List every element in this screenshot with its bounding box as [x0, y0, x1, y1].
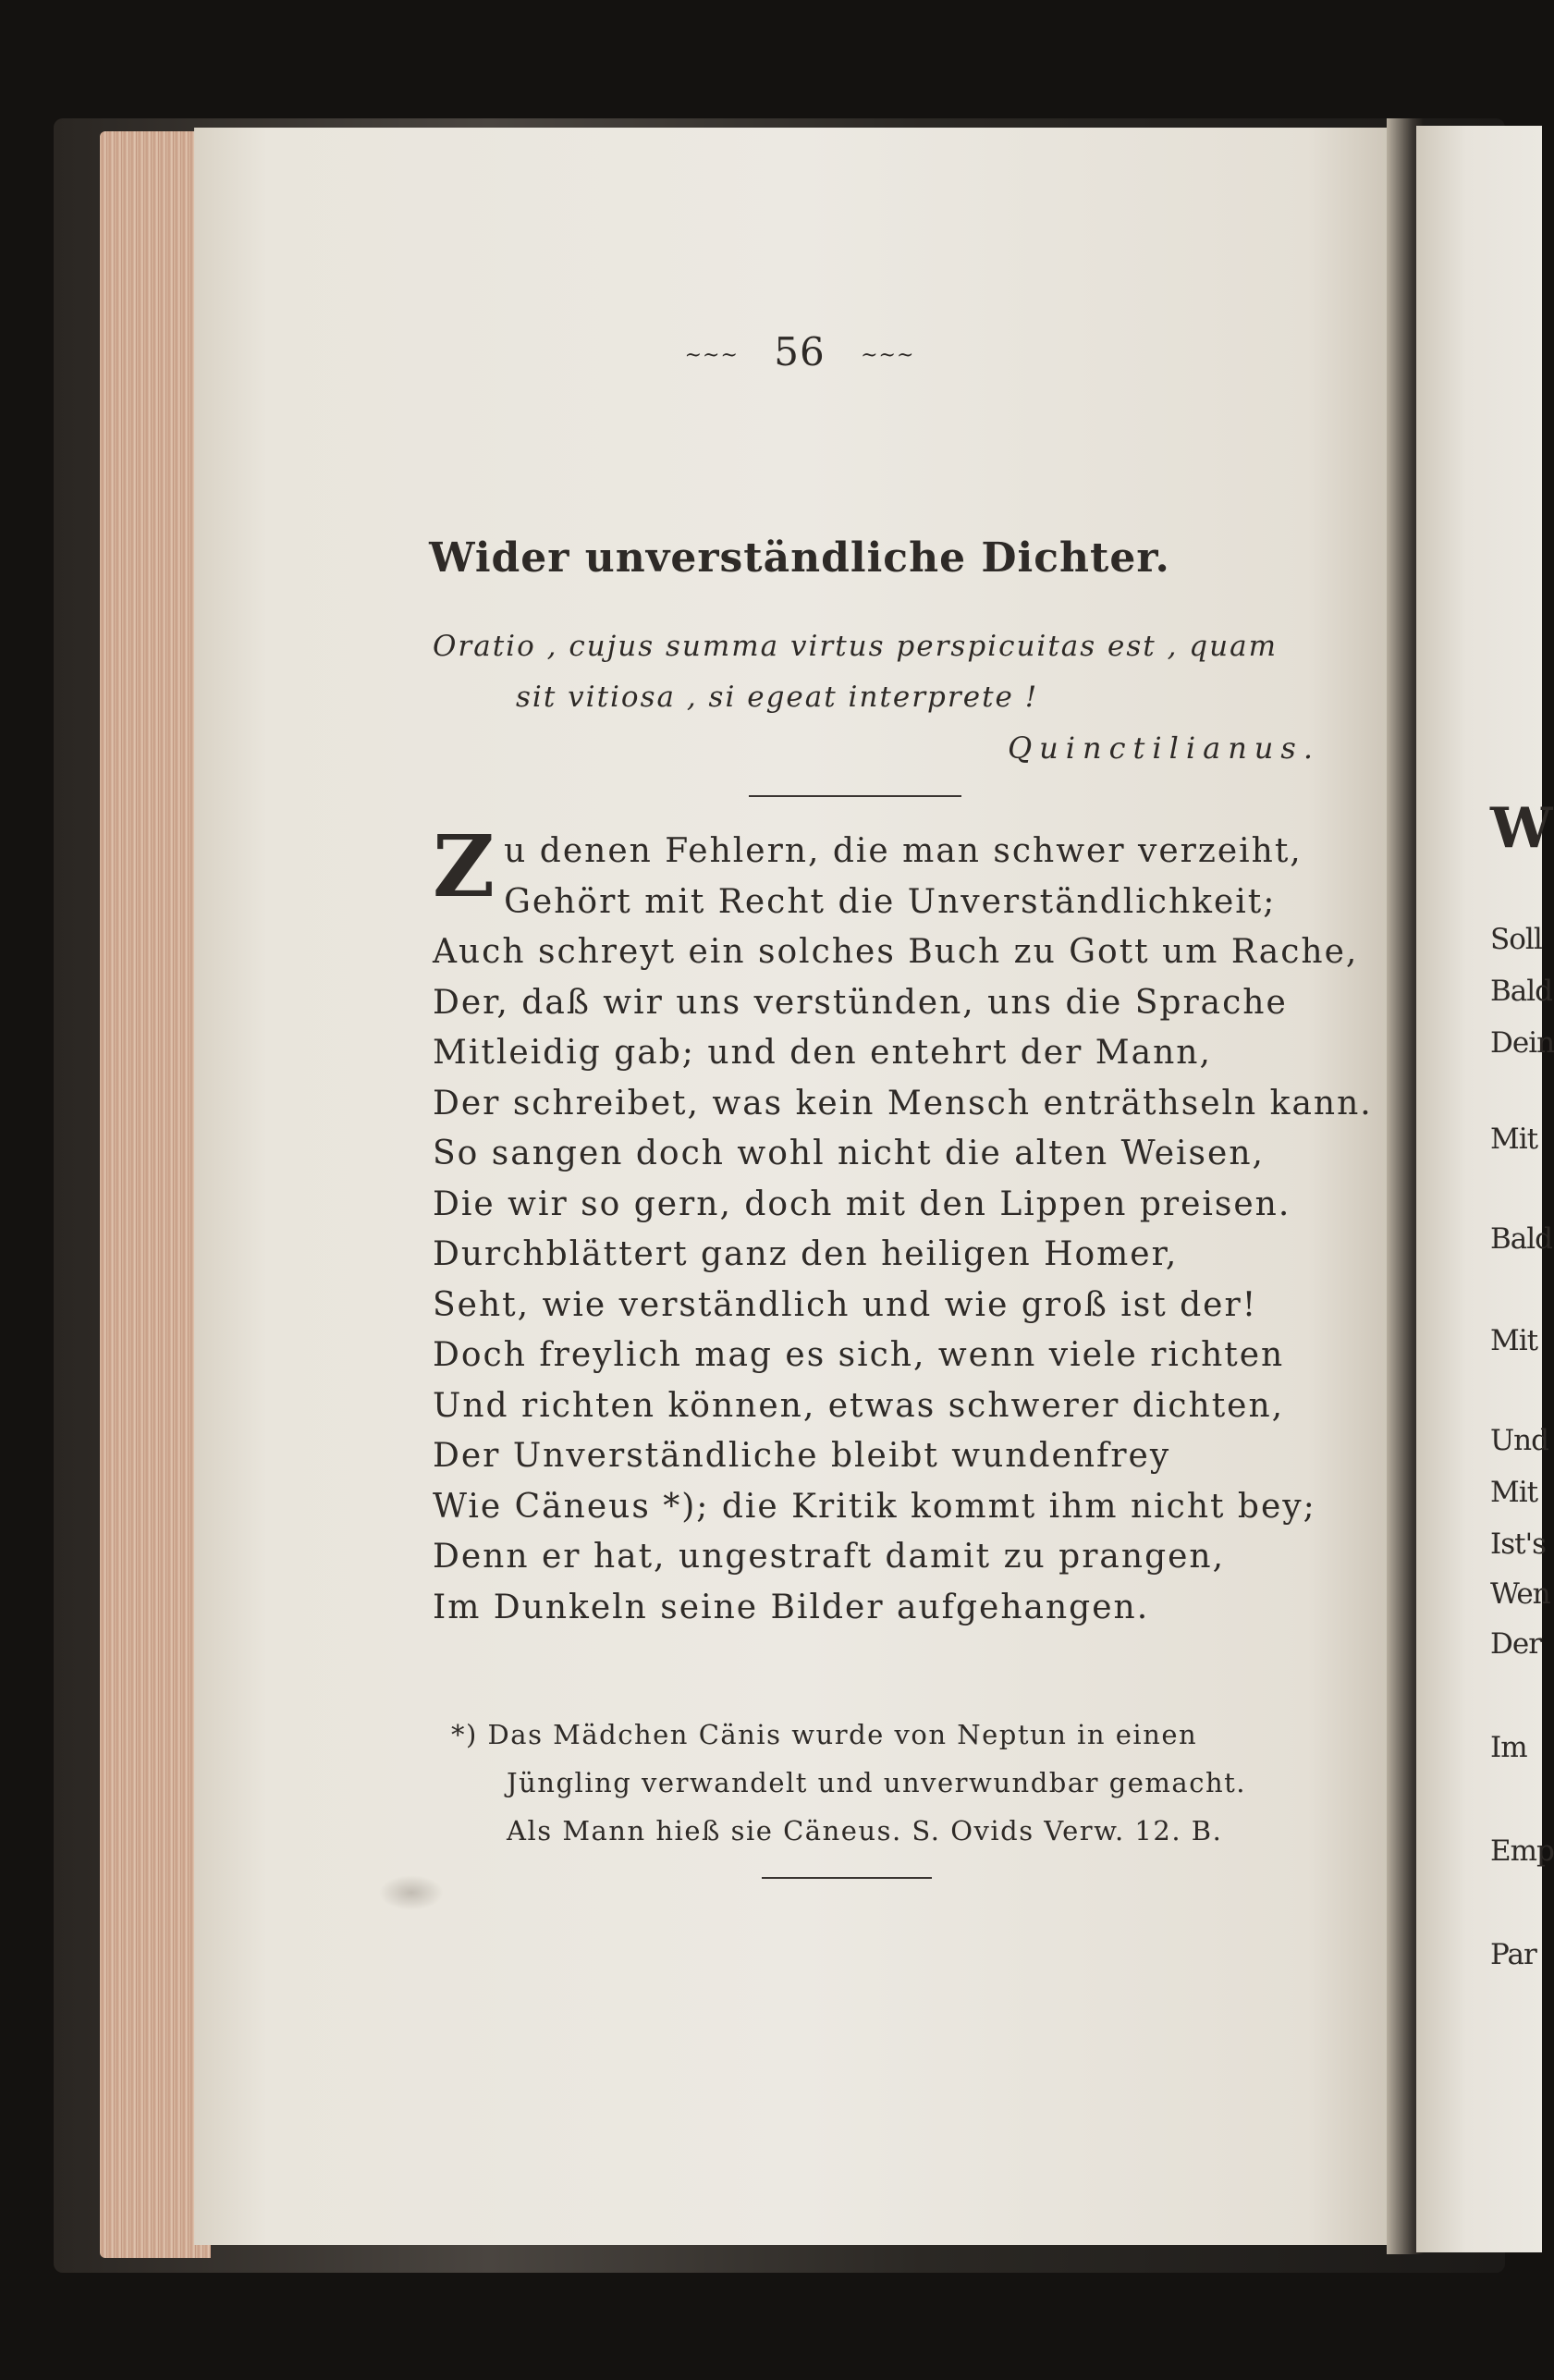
divider-rule: [749, 795, 961, 797]
facing-fragment: W: [1490, 796, 1552, 861]
poem-line: Denn er hat, ungestraft damit zu prangen,: [433, 1538, 1226, 1576]
poem-title: Wider unverständliche Dichter.: [429, 534, 1170, 582]
poem-line: Mitleidig gab; und den entehrt der Mann,: [433, 1034, 1212, 1072]
motto: [433, 621, 1320, 774]
facing-fragment: Mit: [1490, 1476, 1538, 1509]
poem-line: Doch freylich mag es sich, wenn viele richten: [433, 1336, 1285, 1374]
header-ornament-right: ~~~: [861, 343, 915, 367]
left-page: [194, 128, 1405, 2245]
page-number: 56: [774, 329, 826, 374]
facing-fragment: Im: [1490, 1731, 1527, 1764]
facing-fragment: Mit: [1490, 1123, 1538, 1156]
footnote-line: *) Das Mädchen Cänis wurde von Neptun in einen: [451, 1719, 1198, 1750]
page-header: [194, 329, 1405, 374]
facing-fragment: Bald: [1490, 1222, 1553, 1256]
facing-fragment: Der: [1490, 1627, 1542, 1661]
poem-line: Seht, wie verständlich und wie groß ist der!: [433, 1285, 1258, 1324]
poem-line: So sangen doch wohl nicht die alten Weisen,: [433, 1135, 1265, 1172]
header-ornament-left: ~~~: [684, 343, 739, 367]
facing-fragment: Soll: [1490, 923, 1542, 956]
facing-fragment: Bald: [1490, 975, 1553, 1008]
motto-line-2: sit vitiosa , si egeat interprete !: [516, 681, 1039, 714]
poem-line: Im Dunkeln seine Bilder aufgehangen.: [433, 1588, 1150, 1626]
page-stain: [379, 1875, 444, 1910]
facing-fragment: Par: [1490, 1938, 1536, 1971]
poem-line: Die wir so gern, doch mit den Lippen preisen.: [433, 1184, 1291, 1223]
facing-fragment: Mit: [1490, 1324, 1538, 1357]
facing-page: [1416, 126, 1554, 2252]
end-rule: [762, 1877, 932, 1879]
poem-line: Wie Cäneus *); die Kritik kommt ihm nicht bey;: [433, 1487, 1316, 1526]
poem-line: Gehört mit Recht die Unverständlichkeit;: [504, 882, 1277, 921]
motto-author: Quinctilianus.: [1007, 730, 1320, 766]
poem-line: Der schreibet, was kein Mensch enträthseln kann.: [433, 1084, 1373, 1123]
poem-line: Der, daß wir uns verstünden, uns die Sprache: [433, 983, 1288, 1022]
facing-fragment: Wen: [1490, 1577, 1550, 1611]
poem-line: Durchblättert ganz den heiligen Homer,: [433, 1235, 1179, 1273]
facing-fragment: Und: [1490, 1424, 1548, 1457]
facing-fragment: Dein: [1490, 1026, 1554, 1060]
facing-fragment: Emp: [1490, 1834, 1554, 1868]
poem-line: Und richten können, etwas schwerer dichten,: [433, 1386, 1285, 1425]
footnote-line: Als Mann hieß sie Cäneus. S. Ovids Verw. 12. B.: [507, 1815, 1223, 1846]
poem-body: [433, 816, 1376, 1633]
poem-line: Auch schreyt ein solches Buch zu Gott um Rache,: [433, 933, 1359, 971]
motto-line-1: Oratio , cujus summa virtus perspicuitas est , quam: [433, 630, 1278, 663]
poem-line-text: u denen Fehlern, die man schwer verzeiht,: [504, 832, 1303, 870]
footnote: [451, 1711, 1339, 1855]
drop-cap: Z: [433, 816, 497, 916]
facing-fragment: Ist's: [1490, 1527, 1547, 1561]
poem-line: Der Unverständliche bleibt wundenfrey: [433, 1437, 1171, 1475]
footnote-line: Jüngling verwandelt und unverwundbar gemacht.: [507, 1767, 1247, 1798]
